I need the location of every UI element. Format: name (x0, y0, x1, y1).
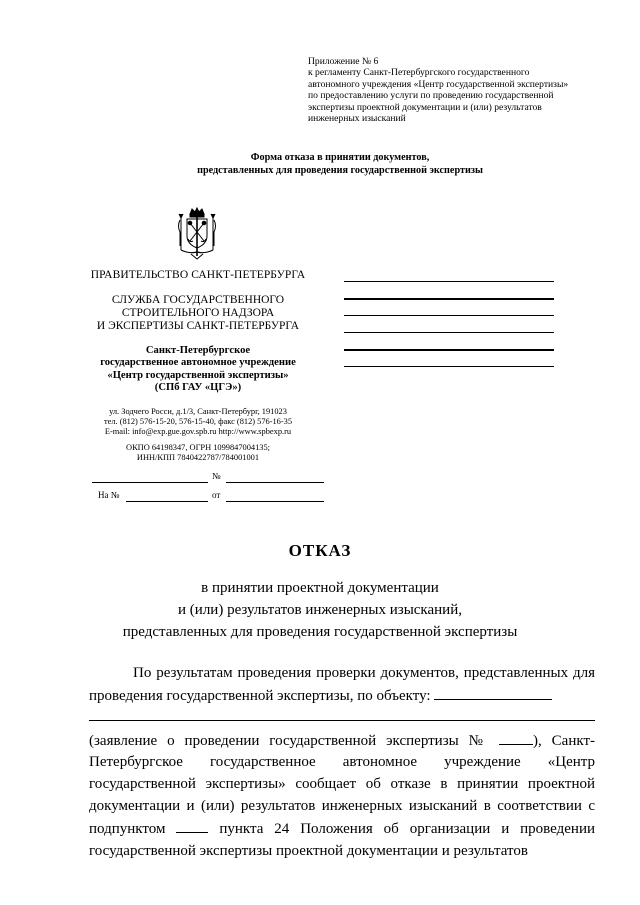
addressee-line (344, 315, 554, 316)
reference-number-line (90, 490, 330, 504)
organization-line: «Центр государственной экспертизы» (107, 369, 289, 381)
number-sign: № (212, 471, 221, 481)
application-number-blank (499, 730, 533, 745)
form-title (120, 152, 560, 177)
addressee-line (344, 366, 554, 367)
addressee-line (344, 281, 554, 282)
organization-name (84, 345, 312, 394)
subtitle-line: и (или) результатов инженерных изысканий, (178, 602, 462, 618)
subclause-blank (176, 818, 208, 833)
form-title-line: представленных для проведения государственной экспертизы (197, 164, 483, 176)
organization-line: (СПб ГАУ «ЦГЭ») (154, 381, 242, 393)
organization-line: Санкт-Петербургское (145, 345, 251, 356)
organization-codes (84, 443, 312, 463)
service-line: И ЭКСПЕРТИЗЫ САНКТ-ПЕТЕРБУРГА (96, 320, 300, 333)
document-subtitle (0, 577, 640, 643)
service-name (84, 294, 312, 334)
addressee-line (344, 298, 554, 300)
annex-line: экспертизы проектной документации и (или) результатов (308, 101, 542, 113)
document-title: ОТКАЗ (288, 541, 352, 560)
annex-line: автономного учреждения «Центр государственной экспертизы» (308, 78, 569, 90)
from-label: от (212, 490, 221, 500)
paragraph-refusal (89, 730, 595, 863)
address-line: тел. (812) 576-15-20, 576-15-40, факс (812) 576-16-35 (103, 417, 293, 427)
object-blank (434, 685, 552, 700)
annex-header (308, 56, 608, 124)
reference-number-blank (126, 501, 208, 502)
paragraph-text: (заявление о проведении государственной экспертизы № (89, 732, 490, 749)
number-blank (226, 482, 324, 483)
annex-line: к регламенту Санкт-Петербургского государственного (308, 67, 530, 79)
addressee-line (344, 332, 554, 333)
organization-address (84, 407, 312, 438)
coat-of-arms-icon (174, 206, 220, 260)
paragraph-text: ), Санкт-Петербургское государственное автономное учреждение «Центр государственной экспертизы» сообщает об отказе в принятии проектной документации и (или) результатов инженерных изысканий в соответствии с подпунктом (89, 732, 596, 837)
codes-line: ИНН/КПП 7840422787/784001001 (136, 453, 260, 463)
service-line: СЛУЖБА ГОСУДАРСТВЕННОГО (111, 294, 285, 306)
addressee-line (344, 349, 554, 351)
outgoing-number-line (90, 471, 330, 485)
address-line: E-mail: info@exp.gue.gov.spb.ru http://www.spbexp.ru (104, 427, 292, 437)
subtitle-line: в принятии проектной документации (201, 580, 439, 596)
government-name: ПРАВИТЕЛЬСТВО САНКТ-ПЕТЕРБУРГА (90, 269, 306, 281)
form-title-line: Форма отказа в принятии документов, (250, 152, 430, 163)
object-blank-line (89, 720, 595, 721)
paragraph-text: По результатам проведения проверки документов, представленных для проведения государственной экспертизы, по объекту: (89, 665, 595, 704)
organization-line: государственное автономное учреждение (100, 357, 296, 369)
reference-date-blank (226, 501, 324, 502)
annex-line: Приложение № 6 (308, 56, 379, 67)
date-blank (92, 482, 208, 483)
service-line: СТРОИТЕЛЬНОГО НАДЗОРА (121, 307, 275, 320)
paragraph-text: пункта 24 Положения об организации и проведении государственной экспертизы проектной документации и результатов (89, 820, 596, 859)
paragraph-object (89, 663, 595, 708)
document-body (89, 663, 595, 862)
annex-line: по предоставлению услуги по проведению государственной (308, 90, 554, 102)
reference-label: На № (98, 490, 120, 500)
codes-line: ОКПО 64198347, ОГРН 1099847004135; (126, 443, 270, 452)
subtitle-line: представленных для проведения государственной экспертизы (122, 624, 518, 640)
address-line: ул. Зодчего Росси, д.1/3, Санкт-Петербург, 191023 (109, 407, 287, 416)
annex-line: инженерных изысканий (308, 113, 406, 125)
